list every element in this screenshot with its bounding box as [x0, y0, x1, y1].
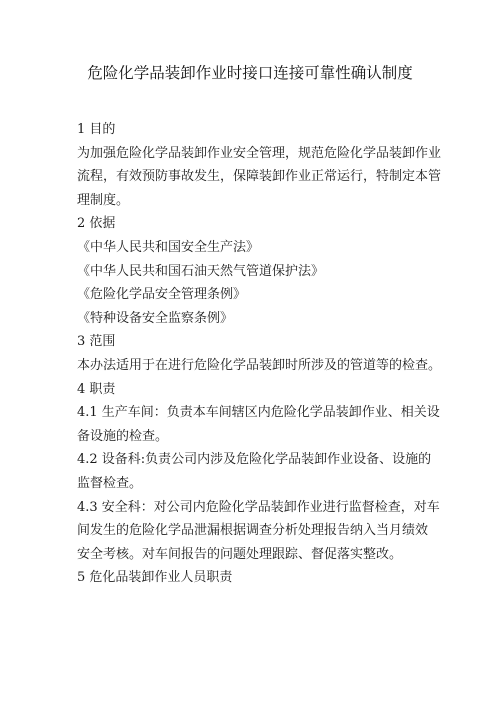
paragraph-line: 4.2 设备科:负责公司内涉及危险化学品装卸作业设备、设施的: [77, 452, 432, 468]
paragraph-line: 为加强危险化学品装卸作业安全管理，规范危险化学品装卸作业: [77, 145, 442, 161]
reference-item: 《中华人民共和国石油天然气管道保护法》: [77, 263, 325, 279]
section-heading-basis: 2 依据: [77, 216, 116, 232]
paragraph-line: 备设施的检查。: [77, 428, 169, 444]
document-title: 危险化学品装卸作业时接口连接可靠性确认制度: [87, 64, 413, 82]
section-heading-purpose: 1 目的: [77, 122, 116, 137]
paragraph-line: 4.1 生产车间：负责本车间辖区内危险化学品装卸作业、相关设: [77, 405, 440, 421]
section-heading-operator-duties: 5 危化品装卸作业人员职责: [77, 570, 233, 586]
reference-item: 《中华人民共和国安全生产法》: [77, 239, 260, 255]
section-heading-duties: 4 职责: [77, 381, 116, 397]
paragraph-line: 监督检查。: [77, 475, 143, 491]
paragraph-line: 4.3 安全科：对公司内危险化学品装卸作业进行监督检查，对车: [77, 499, 440, 515]
reference-item: 《特种设备安全监察条例》: [77, 310, 234, 326]
paragraph-line: 间发生的危险化学品泄漏根据调查分析处理报告纳入当月绩效: [77, 523, 429, 539]
paragraph-line: 流程，有效预防事故发生，保障装卸作业正常运行，特制定本管: [77, 169, 442, 185]
paragraph-line: 理制度。: [77, 192, 130, 208]
paragraph-line: 本办法适用于在进行危险化学品装卸时所涉及的管道等的检查。: [77, 357, 442, 373]
document-body: [77, 118, 442, 590]
paragraph-line: 安全考核。对车间报告的问题处理跟踪、督促落实整改。: [77, 546, 403, 562]
reference-item: 《危险化学品安全管理条例》: [77, 287, 247, 303]
section-heading-scope: 3 范围: [77, 334, 116, 350]
